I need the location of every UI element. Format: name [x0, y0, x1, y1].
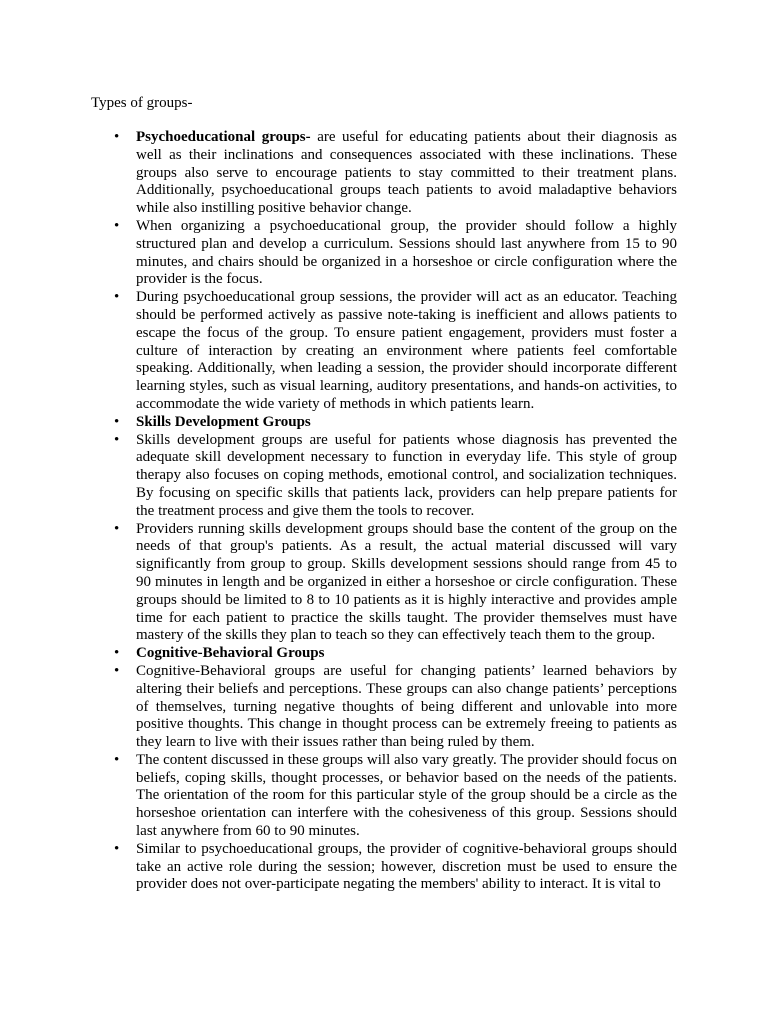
list-item-text: The content discussed in these groups will also vary greatly. The provider should focus on beliefs, coping skills, thought processes, or behavior based on the needs of the patients. The orientation of the room for this particular style of the group should be a circle as the horseshoe orientation can interfere with the cohesiveness of this group. Sessions should last anywhere from 60 to 90 minutes. [136, 751, 677, 840]
list-item-text: Providers running skills development groups should base the content of the group on the needs of that group's patients. As a result, the actual material discussed will vary significantly from group to group. Skills development sessions should range from 45 to 90 minutes in length and be organized in either a horseshoe or circle configuration. These groups should be limited to 8 to 10 patients as it is highly interactive and provides ample time for each patient to practice the skills taught. The provider themselves must have mastery of the skills they plan to teach so they can effectively teach them to the group. [136, 520, 677, 644]
section-heading: Skills Development Groups [136, 413, 311, 430]
intro-heading: Types of groups- [91, 95, 193, 111]
list-item [136, 218, 677, 289]
list-item [136, 841, 677, 894]
list-item-text: When organizing a psychoeducational group, the provider should follow a highly structured plan and develop a curriculum. Sessions should last anywhere from 15 to 90 minutes, and chairs should be organized in a horseshoe or circle configuration where the provider is the focus. [136, 217, 677, 288]
list-item [136, 752, 677, 841]
list-item [136, 432, 677, 521]
list-item [136, 414, 677, 432]
list-item-text: Similar to psychoeducational groups, the provider of cognitive-behavioral groups should take an active role during the session; however, discretion must be used to ensure the provider does not over-participate negating the members' ability to interact. It is vital to [136, 840, 677, 893]
list-item-lead: Psychoeducational groups- [136, 129, 311, 145]
list-item [136, 129, 677, 218]
list-item-text: During psychoeducational group sessions, the provider will act as an educator. Teaching should be performed actively as passive note-taking is inefficient and allows patients to escape the focus of the group. To ensure patient engagement, providers must foster a culture of interaction by creating an environment where patients feel comfortable speaking. Additionally, when leading a session, the provider should incorporate different learning styles, such as visual learning, auditory presentations, and hands-on activities, to accommodate the wide variety of methods in which patients learn. [136, 289, 677, 412]
list-item [136, 521, 677, 646]
list-item-text: Cognitive-Behavioral groups are useful for changing patients’ learned behaviors by altering their beliefs and perceptions. These groups can also change patients’ perceptions of themselves, turning negative thoughts of being different and unlovable into more positive thoughts. This change in thought process can be extremely freeing to patients as they learn to live with their issues rather than being ruled by them. [136, 662, 677, 751]
list-item [136, 663, 677, 752]
section-heading: Cognitive-Behavioral Groups [136, 645, 325, 662]
list-item [136, 645, 677, 663]
bullet-list [0, 129, 677, 894]
list-item [136, 289, 677, 414]
list-item-text: Skills development groups are useful for patients whose diagnosis has prevented the adequate skill development necessary to function in everyday life. This style of group therapy also focuses on coping methods, emotional control, and socialization techniques. By focusing on specific skills that patients lack, providers can help prepare patients for the treatment process and give them the tools to recover. [136, 431, 677, 519]
list-item-text: are useful for educating patients about their diagnosis as well as their inclinations and consequences associated with these inclinations. These groups also serve to encourage patients to stay committed to their treatment plans. Additionally, psychoeducational groups teach patients to avoid maladaptive behaviors while also instilling positive behavior change. [136, 129, 678, 217]
